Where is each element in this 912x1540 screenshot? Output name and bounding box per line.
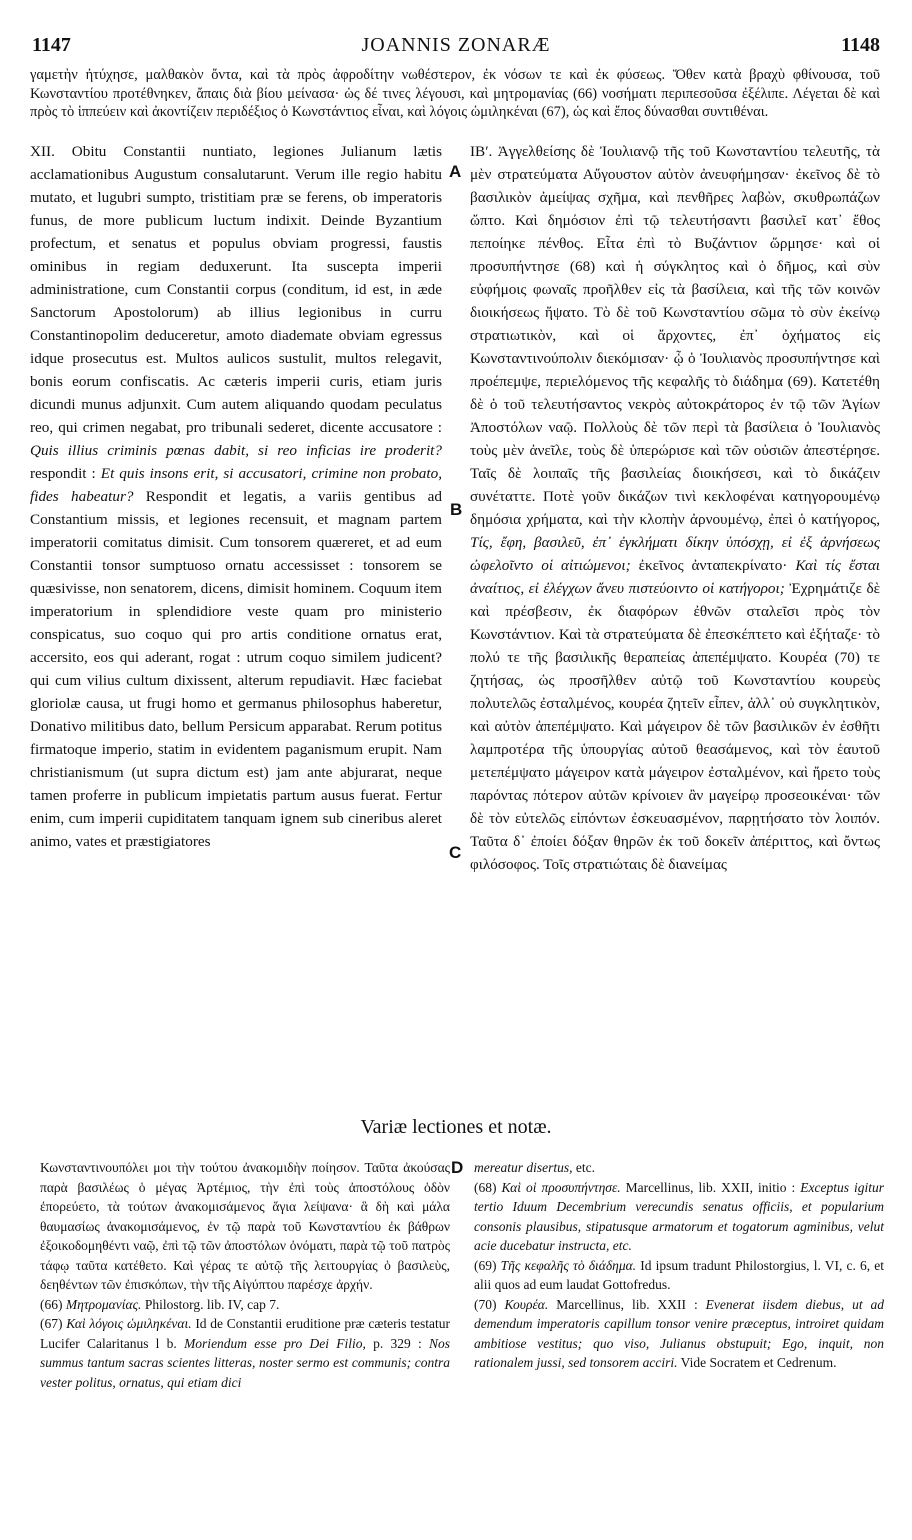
note-number: (68) (474, 1179, 497, 1195)
notes-heading: Variæ lectiones et notæ. (360, 1116, 552, 1138)
page-number-right: 1148 (841, 34, 880, 56)
note-70 (474, 1295, 884, 1373)
note-lemma: Μητρομανίας. (65, 1296, 142, 1312)
note-work-title: Moriendum esse pro Dei Filio, (184, 1335, 366, 1351)
note-reference: Vide Socratem et Cedrenum. (680, 1355, 837, 1370)
page-header (30, 34, 882, 58)
note-text: etc. (575, 1160, 595, 1175)
latin-paragraph-2: Respondit et legatis, a variis gentibus ad Constantium missis, et legiones recensuit, et magnam partem imperatorii comitatus dimisit. Cum tonsorem quæreret, et ad eum Constantii tonsor sumptuoso ornatu accessisset : tonsorem se quæsivisse, non senatorem, dicens, dimisit hominem. Coquum item imperatorium in splendidiore veste quam pro ministerio conspicatus, suo coquo qui pro artis conditione ornatus erat, accersito, eos qui aderant, rogat : utrum coquo similem judicent? qui cum vilius cultum dixissent, alterum repudiavit. Hæc faciebat gloriolæ causa, ut frugi homo et germanus philosophus haberetur, Donativo militibus dato, bellum Persicum apparabat. Rerum potitus firmatoque imperio, statim in evidentem paganismum erupit. Nam christianismum (ut supra dictum est) jam ante abjurarat, neque tamen proferre in publicum impietatis partum ausus fuerat. Fertur enim, cum imperii cupiditatem tanquam ignem sub cineribus aleret animo, vates et præstigiatores (30, 488, 443, 850)
margin-letter-c: C (449, 843, 462, 862)
notes-right-column (474, 1158, 884, 1373)
page-number-left: 1147 (32, 34, 71, 56)
greek-continuation-text: γαμετὴν ἠτύχησε, μαλθακὸν ὄντα, καὶ τὰ πρὸς ἀφροδίτην νωθέστερον, ἐκ νόσων τε καὶ ἐκ φύσεως. Ὅθεν κατὰ βραχὺ φθίνουσα, τοῦ Κωνσταντίου προτέθνηκεν, ἄπαις διὰ βίου μείνασα· ὡς δέ τινες λέγουσι, καὶ μητρομανίας (66) νοσήματι περιπεσοῦσα ἐξέλιπε. Λέγεται δὲ καὶ πρὸς τὸ ἱππεύειν καὶ ἀκοντίζειν περιδέξιος ὁ Κωνστάντιος εἶναι, καὶ λόγοις ὡμιληκέναι (67), ὡς καὶ ἔπος δύνασθαι συντιθέναι. (30, 67, 880, 120)
note-number: (70) (474, 1296, 497, 1312)
note-quotation: Exceptus igitur tertio Iduum Decembrium verecundis senatus officiis, et popularium consonis plausibus, stipatusque armatorum et togatorum agminibus, velut acie ducebatur instructa, etc. (474, 1179, 885, 1253)
note-number: (69) (474, 1257, 497, 1273)
note-greek-continuation: Κωνσταντινουπόλει μοι τὴν τούτου ἀνακομιδὴν ποίησον. Ταῦτα ἀκούσας παρὰ βασιλέως ὁ μέγας Ἀρτέμιος, τὴν ἐπὶ τοὺς ἀποστόλους ὁδὸν ἐπορεύετο, τὰ τούτων ἀνακομισάμενος ἅγια λείψανα· ἃ δὴ καὶ μάλα θαυμασίως ἀνακομισάμενος, ἐν τῷ παρὰ τοῦ Κωνσταντίου ἐκ βάθρων ἐξοικοδομηθέντι ναῷ, ἐπὶ τῷ τῶν ἀποστόλων ὀνόματι, παρὰ τῷ τοῦ πατρὸς τάφῳ ταῦτα κατέθετο. Καὶ γέρας τε αὐτῷ τῆς λειτουργίας ὁ βασιλεὺς, δεηθέντων τῶν ἐπισκόπων, τὴν τῆς Αἰγύπτου παρέσχε ἀρχήν. (40, 1160, 450, 1292)
note-number: (66) (40, 1296, 63, 1312)
latin-quote-1: Quis illius criminis pœnas dabit, si reo inficias ire proderit? (30, 442, 442, 459)
note-lemma: Καὶ οἱ προσυπήντησε. (501, 1179, 621, 1195)
greek-paragraph-1: ΙΒʹ. Ἀγγελθείσης δὲ Ἰουλιανῷ τῆς τοῦ Κωνσταντίου τελευτῆς, τὰ μὲν στρατεύματα Αὔγουστον αὐτὸν ἀνευφήμησαν· ἐκεῖνος δὲ τὸ βασιλικὸν ἀμείψας σχῆμα, καὶ πενθῆρες λαβὼν, σκυθρωπάζων ὤπτο. Καὶ δημόσιον ἐπὶ τῷ τελευτήσαντι βασιλεῖ κατ᾽ ἔθος πεποίηκε πένθος. Εἶτα ἐπὶ τὸ Βυζάντιον ὥρμησε· καὶ οἱ προσυπήντησε (68) καὶ ἡ σύγκλητος καὶ ὁ δῆμος, καὶ σὺν εὐφήμοις φωναῖς προῆλθεν εἰς τὰ βασίλεια, καὶ τῆς τῶν κοινῶν διοικήσεως ἥψατο. Τὸ δὲ τοῦ Κωνσταντίου σῶμα τὸ σὺν ἐκείνῳ στρατιωτικὸν, καὶ οἱ ἄρχοντες, ἐπ᾽ ὀχήματος εἰς Κωνσταντινούπολιν διεκόμισαν· ᾧ ὁ Ἰουλιανὸς προσυπήντησε καὶ προέπεμψε, περιελόμενος τῆς κεφαλῆς τὸ διάδημα (69). Κατετέθη δὲ ὁ τοῦ τελευτήσαντος νεκρὸς αὐτοκράτορος ἐν τῷ τῶν Ἁγίων Ἀποστόλων ναῷ. Πολλοὺς δὲ τῶν περὶ τὰ βασίλεια ὁ Ἰουλιανὸς τοὺς μὲν ἀνεῖλε, τοὺς δὲ ὑπερώρισε καὶ τῶν οὐσιῶν ἀπεστέρησε. Ταῖς δὲ λοιπαῖς τῆς βασιλείας διοικήσεσι, καὶ τὸ δικάζειν συνέταττε. Ποτὲ γοῦν δικάζων τινὶ κεκλοφέναι κατηγορουμένῳ δημόσια χρήματα, καὶ τὴν κλοπὴν ἀρνουμένῳ, ἐπεὶ ὁ κατήγορος, (470, 143, 880, 528)
note-number: (67) (40, 1316, 63, 1331)
note-lemma: Τῆς κεφαλῆς τὸ διάδημα. (500, 1257, 637, 1273)
note-page-ref: p. 329 : (373, 1335, 422, 1351)
note-text: Marcellinus, lib. XXII : (556, 1296, 698, 1312)
note-69 (474, 1256, 884, 1295)
note-quotation: Nos summus tantum sacras scientes litteras, noster sermo est communis; contra vester politus, ornatus, qui etiam dici (40, 1335, 451, 1390)
margin-letter-a: A (449, 162, 462, 181)
note-quotation: mereatur disertus, (474, 1160, 573, 1175)
notes-left-column (40, 1158, 450, 1392)
note-quotation: Evenerat iisdem diebus, ut ad demendum imperatoris capillum tonsor venire præceptus, introiret quidam ambitiose vestitus; quo viso, Julianus obstupuit; Ego, inquit, non rationalem jussi, sed tonsorem acciri. (474, 1296, 884, 1370)
note-66 (40, 1295, 450, 1315)
note-text: Id de Constantii eruditione præ cæteris testatur Lucifer Calaritanus l b. (40, 1316, 451, 1351)
latin-paragraph-1: XII. Obitu Constantii nuntiato, legiones Julianum lætis acclamationibus Augustum consalutarunt. Verum ille regio habitu mutato, et lugubri sumpto, tristitiam præ se ferens, ob imperatoris funus, de more publicum luctum indixit. Deinde Byzantium profectum, et senatus et populus obviam progressi, faustis ominibus in regiam deduxerunt. Ita suscepta imperii administratione, cum Constantii corpus (conditum, id est, in æde Sanctorum Apostolorum) ab illius legionibus in curru Constantinopolim deduceretur, amoto diademate obviam egressus idque prosecutus est. Multos aulicos sustulit, multos relegavit, bonis eorum confiscatis. Ac cæteris imperii curis, etiam juris dicundi munus adjunxit. Cum autem aliquando quodam peculatus reo, qui crimen negabat, pro tribunali sederet, dicente accusatore : (30, 143, 442, 436)
note-68 (474, 1178, 884, 1256)
greek-column (470, 140, 880, 876)
greek-paragraph-2: Ἐχρημάτιζε δὲ καὶ πρέσβεσιν, ἐκ διαφόρων ἐθνῶν σταλεῖσι πρὸς τὸν Κωνστάντιον. Καὶ τὰ στρατεύματα δὲ ἐπεσκέπτετο καὶ ἐξήταζε· τὸ πολύ τε τῆς βασιλικῆς θεραπείας ἀπεπέμψατο. Κουρέα (70) τε ζητήσας, ὡς προσῆλθεν αὐτῷ τοῦ Κωνσταντίου κουρεὺς πολυτελῶς ἐσταλμένος, κουρέα ζητεῖν εἶπεν, ἀλλ᾽ οὐ συγκλητικὸν, καὶ αὐτὸν ἀπεπέμψατο. Καὶ μάγειρον δὲ τῶν βασιλικῶν ἐν ἐσθῆτι λαμπροτέρα τῆς ὑπουργίας αὐτοῦ θεασάμενος, καὶ τὸν ἑαυτοῦ μετεπέμψατο μάγειρον κατὰ μάγειρον ἐσταλμένον, καὶ ἤρετο τοὺς παρόντας πότερον αὐτῶν κρίνοιεν ἂν μαγείρῳ προσεοικέναι· τῶν δὲ τὸν εὐτελῶς εἰπόντων ἐσκευασμένον, παρῃτήσατο τὸν λοιπόν. Ταῦτα δ᾽ ἐποίει δόξαν θηρῶν ἐκ τοῦ δοκεῖν ἀπέριττος, καὶ ὄντως φιλόσοφος. Τοῖς στρατιώταις δὲ διανείμας (470, 580, 880, 873)
latin-column (30, 140, 442, 853)
note-continuation (474, 1158, 884, 1178)
latin-quote-2: Et quis insons erit, si accusatori, crimine non probato, fides habeatur? (30, 465, 443, 505)
greek-quote-1: Τίς, ἔφη, βασιλεῦ, ἐπ᾽ ἐγκλήματι δίκην ὑπόσχῃ, εἰ ἐξ ἀρνήσεως ὠφελοῖντο οἱ αἰτιώμενοι; (470, 534, 880, 574)
greek-reply: ἐκεῖνος ἀνταπεκρίνατο· (638, 557, 788, 574)
margin-letter-b: B (450, 500, 463, 519)
running-title: JOANNIS ZONARÆ (361, 34, 551, 56)
greek-quote-2: Καὶ τίς ἔσται ἀναίτιος, εἰ ἐλέγχων ἄνευ πιστεύοιντο οἱ κατήγοροι; (470, 557, 881, 597)
note-67 (40, 1314, 450, 1392)
note-text: Marcellinus, lib. XXII, initio : (625, 1179, 796, 1195)
note-text: Id ipsum tradunt Philostorgius, l. VI, c. 6, et alii quos ad eum laudat Gottofredus. (474, 1257, 885, 1292)
latin-respondit: respondit : (30, 465, 96, 482)
note-lemma: Καὶ λόγοις ὡμιληκέναι. (66, 1316, 192, 1331)
margin-letter-d: D (451, 1158, 464, 1177)
note-text: Philostorg. lib. IV, cap 7. (144, 1296, 280, 1312)
note-lemma: Κουρέα. (504, 1296, 549, 1312)
